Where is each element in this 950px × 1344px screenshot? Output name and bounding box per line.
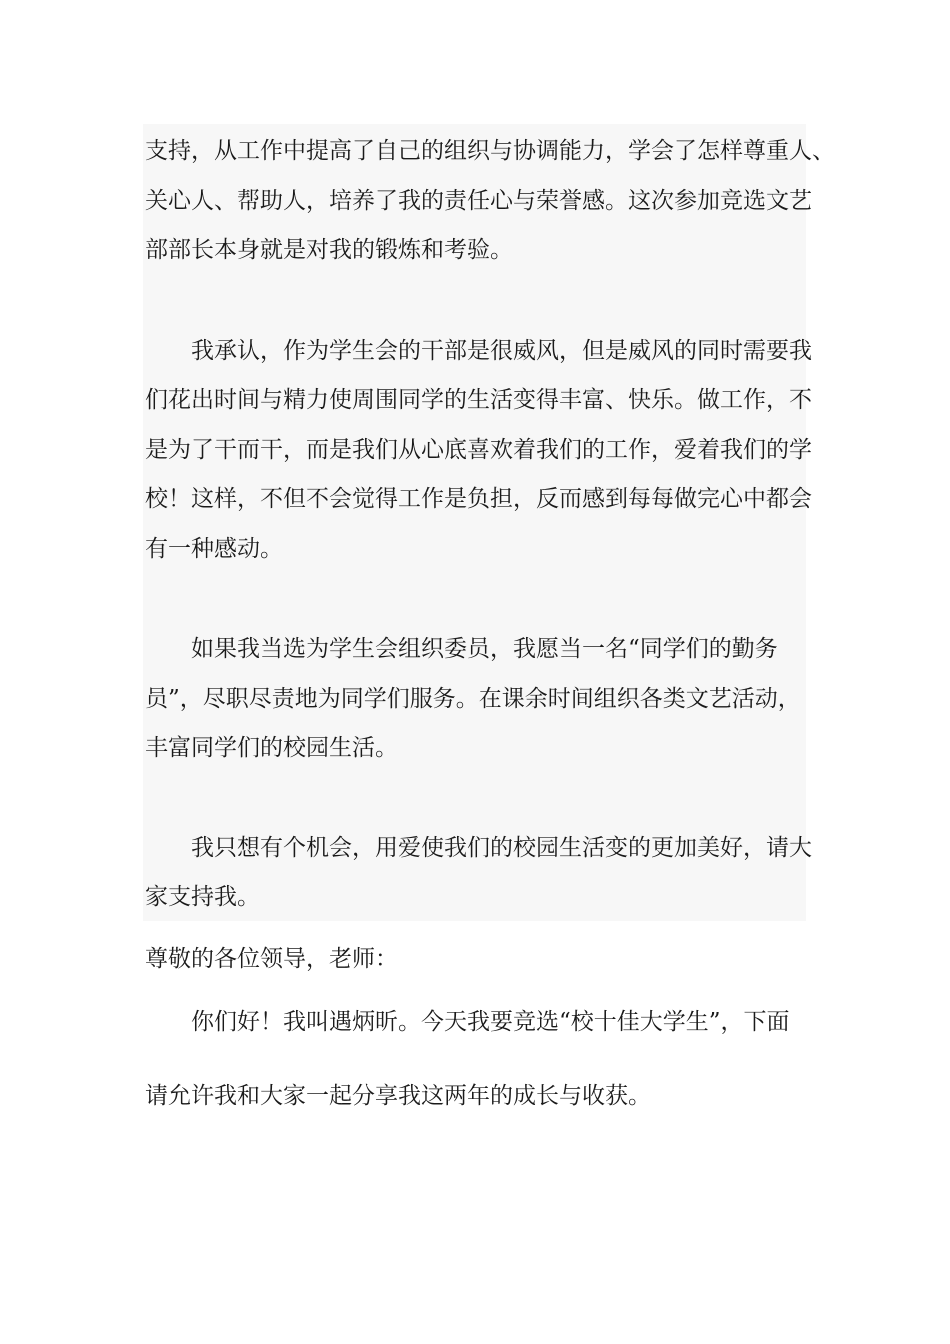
paragraph-2-line-2: 们花出时间与精力使周围同学的生活变得丰富、快乐。做工作，不 <box>145 387 812 413</box>
paragraph-3-line-2: 员”，尽职尽责地为同学们服务。在课余时间组织各类文艺活动， <box>145 686 801 712</box>
paragraph-3-line-3: 丰富同学们的校园生活。 <box>145 735 398 761</box>
paragraph-2-line-3: 是为了干而干，而是我们从心底喜欢着我们的工作，爱着我们的学 <box>145 437 812 463</box>
intro-line-1: 你们好！我叫遇炳昕。今天我要竞选“校十佳大学生”，下面 <box>191 1009 790 1035</box>
greeting: 尊敬的各位领导，老师： <box>145 946 398 972</box>
intro-line-2: 请允许我和大家一起分享我这两年的成长与收获。 <box>145 1083 651 1109</box>
paragraph-2-line-1: 我承认，作为学生会的干部是很威风，但是威风的同时需要我 <box>191 338 812 364</box>
paragraph-3-line-1: 如果我当选为学生会组织委员，我愿当一名“同学们的勤务 <box>191 636 778 662</box>
paragraph-4-line-2: 家支持我。 <box>145 884 260 910</box>
paragraph-2-line-5: 有一种感动。 <box>145 536 283 562</box>
paragraph-1-line-2: 关心人、帮助人，培养了我的责任心与荣誉感。这次参加竞选文艺 <box>145 188 812 214</box>
paragraph-2-line-4: 校！这样，不但不会觉得工作是负担，反而感到每每做完心中都会 <box>145 486 812 512</box>
paragraph-1-line-3: 部部长本身就是对我的锻炼和考验。 <box>145 237 513 263</box>
paragraph-1-line-1: 支持，从工作中提高了自己的组织与协调能力，学会了怎样尊重人、 <box>145 138 835 164</box>
paragraph-4-line-1: 我只想有个机会，用爱使我们的校园生活变的更加美好，请大 <box>191 835 812 861</box>
